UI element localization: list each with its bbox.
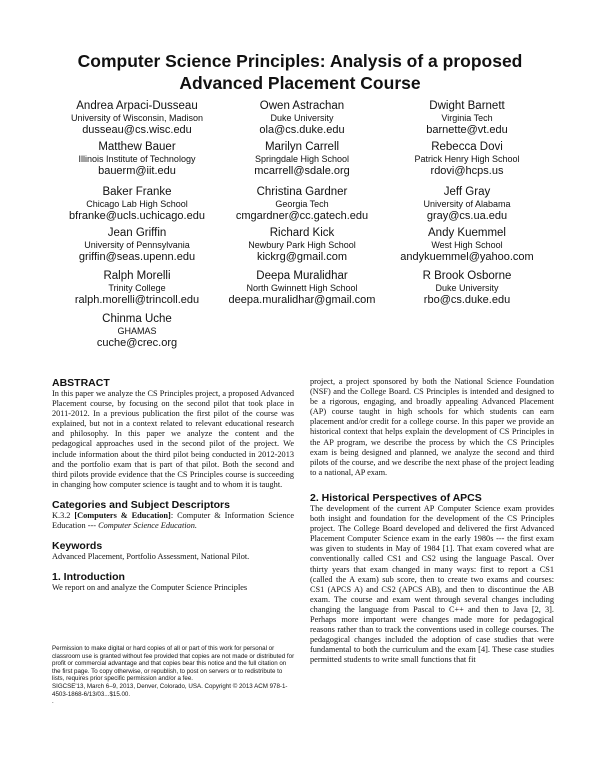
author-entry [217,100,387,137]
author-name: Owen Astrachan [259,100,345,112]
author-email[interactable]: ola@cs.duke.edu [259,124,345,136]
author-email[interactable]: rbo@cs.duke.edu [423,294,511,306]
author-email[interactable]: andykuemmel@yahoo.com [400,251,534,263]
author-email[interactable]: barnette@vt.edu [426,124,508,136]
intro-text: We report on and analyze the Computer Science Principles [52,583,248,593]
category-italic: Computer Science Education. [98,521,197,531]
author-affiliation: North Gwinnett High School [246,283,358,293]
author-affiliation: West High School [431,240,503,250]
author-email[interactable]: cmgardner@cc.gatech.edu [235,210,369,222]
author-affiliation: Trinity College [108,283,166,293]
abstract-text: In this paper we analyze the CS Principles project, a proposed Advanced Placement course, by focusing on the second pilot that took place in 2011-2012. In a previous publication the first pilot of the course was explained, but not in a context related to relevant educational research and philosophy. In this paper we analyze the content and the pedagogical approaches used in the second pilot of the project. We include information about the third pilot being conducted in 2012-2013 and the portfolio exam that is part of that pilot. Both the second and third pilots provide evidence that the CS Principles course is succeeding in changing how computer science is taught and to whom it is taught. [52,389,294,489]
author-name: Chinma Uche [102,313,172,325]
author-name: Andrea Arpaci-Dusseau [76,100,198,112]
intro-heading: 1. Introduction [52,571,125,584]
author-affiliation: Illinois Institute of Technology [78,154,196,164]
author-name: Marilyn Carrell [264,141,340,153]
author-name: Ralph Morelli [103,270,171,282]
permission-notice [52,645,296,706]
author-affiliation: Duke University [270,113,334,123]
author-entry [382,227,552,264]
author-email[interactable]: griffin@seas.upenn.edu [78,251,196,263]
author-name: Christina Gardner [256,186,348,198]
author-entry [52,227,222,264]
author-affiliation: Duke University [435,283,499,293]
right-column [310,377,554,665]
author-name: Matthew Bauer [98,141,176,153]
author-email[interactable]: rdovi@hcps.us [430,165,504,177]
paper-title: Computer Science Principles: Analysis of a proposed Advanced Placement Course [77,51,523,93]
right-para-1: project, a project sponsored by both the National Science Foundation (NSF) and the College Board. CS Principles is intended and designed to be a rigorous, engaging, and broadly appealing Advanced Placement (AP) course taught in high schools for which students can earn placement and/or credit for a college course. In this paper we provide an historical context that helps explain the development of CS Principles in the AP program, we describe the process by which the CS Principles exam is being designed and planned, we analyze the second and third pilots of the course, and we describe the next phase of the project leading to a national, AP exam. [310,377,554,477]
author-email[interactable]: mcarrell@sdale.org [254,165,350,177]
category-rest: : Computer & Information Science Education --- [52,510,294,531]
author-name: Richard Kick [269,227,335,239]
venue-text: SIGCSE'13, March 6–9, 2013, Denver, Colorado, USA. Copyright © 2013 ACM 978-1-4503-1868-6/13/03...$15.00. [52,682,288,698]
author-affiliation: University of Wisconsin, Madison [70,113,204,123]
author-email[interactable]: gray@cs.ua.edu [426,210,508,222]
author-name: Jean Griffin [107,227,167,239]
section-2-heading: 2. Historical Perspectives of APCS [310,491,482,504]
author-name: Deepa Muralidhar [256,270,348,282]
author-entry [52,186,222,223]
trailing-dot: . [52,698,54,706]
author-entry [382,186,552,223]
author-entry [52,313,222,350]
author-email[interactable]: ralph.morelli@trincoll.edu [74,294,200,306]
author-entry [217,141,387,178]
author-email[interactable]: bfranke@ucls.uchicago.edu [69,210,205,222]
author-email[interactable]: deepa.muralidhar@gmail.com [228,294,376,306]
author-email[interactable]: dusseau@cs.wisc.edu [82,124,192,136]
author-entry [217,227,387,264]
author-affiliation: University of Alabama [423,199,511,209]
author-entry [382,141,552,178]
author-entry [217,186,387,223]
author-email[interactable]: bauerm@iit.edu [98,165,176,177]
author-name: R Brook Osborne [422,270,512,282]
author-affiliation: University of Pennsylvania [84,240,190,250]
categories-heading: Categories and Subject Descriptors [52,498,230,511]
left-column [52,377,294,593]
author-name: Dwight Barnett [429,100,505,112]
author-email[interactable]: cuche@crec.org [96,337,178,349]
author-affiliation: GHAMAS [117,326,157,336]
author-name: Baker Franke [102,186,172,198]
author-entry [52,100,222,137]
author-affiliation: Georgia Tech [275,199,329,209]
categories-text [52,511,294,531]
author-entry [382,270,552,307]
author-affiliation: Newbury Park High School [248,240,356,250]
right-para-2: The development of the current AP Computer Science exam provides both insight and foundation for the development of the CS Principles project. The College Board developed and delivered the first Advanced Placement Computer Science exam in the early 1980s --- the first exam was given to students in May of 1984 [1]. That exam covered what are conventionally called CS1 and CS2 using the language Pascal. Over thirty years that exam changed in many ways: first to report a CS1 (called the A exam) sub score, then to create two exams and courses: CS1 (APCS A) and CS2 (APCS AB), and then to discontinue the AB exam. The course and exam went through several changes including changing the language from Pascal to C++ and then to Java [2, 3]. Perhaps more important were changes made more for pedagogical reasons rather than to track the conventions used in college courses. The pedagogical changes included the adoption of case studies that were fundamental to both the curriculum and the exam [4]. These case studies permitted students to write small functions that fit [310,503,554,665]
author-entry [52,270,222,307]
author-email[interactable]: kickrg@gmail.com [256,251,347,263]
author-name: Jeff Gray [443,186,491,198]
permission-text: Permission to make digital or hard copies of all or part of this work for personal or classroom use is granted without fee provided that copies are not made or distributed for profit or commercial advantage and that copies bear this notice and the full citation on the first page. To copy otherwise, or republish, to post on servers or to redistribute to lists, requires prior specific permission and/or a fee. [52,645,295,683]
abstract-heading: ABSTRACT [52,377,110,389]
author-affiliation: Virginia Tech [441,113,493,123]
category-bold: [Computers & Education] [74,510,171,520]
author-name: Andy Kuemmel [428,227,506,239]
keywords-text: Advanced Placement, Portfolio Assessment, National Pilot. [52,552,250,562]
author-affiliation: Springdale High School [254,154,350,164]
author-affiliation: Chicago Lab High School [86,199,188,209]
author-entry [382,100,552,137]
author-entry [52,141,222,178]
author-affiliation: Patrick Henry High School [414,154,520,164]
category-code: K.3.2 [52,510,71,520]
author-name: Rebecca Dovi [431,141,503,153]
keywords-heading: Keywords [52,540,103,553]
author-entry [217,270,387,307]
